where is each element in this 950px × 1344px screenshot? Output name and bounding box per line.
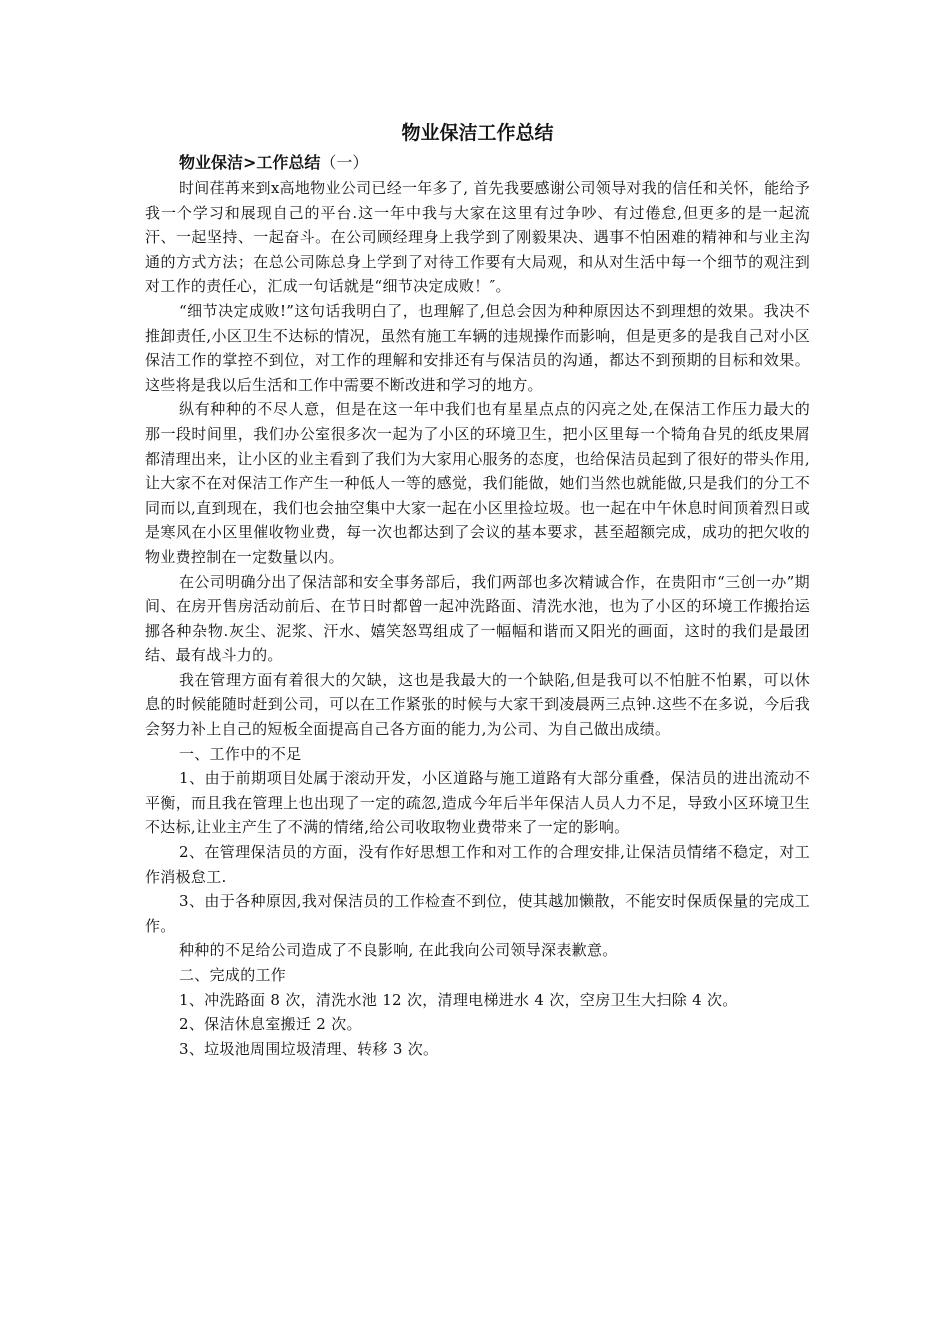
section-heading — [145, 150, 810, 176]
completed-item-3: 3、垃圾池周围垃圾清理、转移 3 次。 — [179, 1039, 439, 1058]
paragraph-highlights: 纵有种种的不尽人意，但是在这一年中我们也有星星点点的闪亮之处,在保洁工作压力最大的那一段时间里，我们办公室很多次一起为了小区的环境卫生，把小区里每一个犄角旮旯的纸皮果屑都清理出来，让小区的业主看到了我们为大家用心服务的态度，也给保洁员起到了很好的带头作用,让大家不在对保洁工作产生一种低人一等的感觉，我们能做，她们当然也就能做,只是我们的分工不同而以,直到现在，我们也会抽空集中大家一起在小区里捡垃圾。也一起在中午休息时间顶着烈日或是寒风在小区里催收物业费，每一次也都达到了会议的基本要求，甚至超额完成，成功的把欠收的物业费控制在一定数量以内。 — [145, 400, 810, 566]
heading-completed-work: 二、完成的工作 — [179, 966, 287, 984]
paragraph-details-matter: “细节决定成败!”这句话我明白了，也理解了,但总会因为种种原因达不到理想的效果。我决不推卸责任,小区卫生不达标的情况，虽然有施工车辆的违规操作而影响，但是更多的是我自己对小区保洁工作的掌控不到位，对工作的理解和安排还有与保洁员的沟通，都达不到预期的目标和效果。这些将是我以后生活和工作中需要不断改进和学习的地方。 — [145, 301, 810, 394]
section-heading-suffix: （一） — [320, 153, 369, 172]
paragraph-apology: 种种的不足给公司造成了不良影响, 在此我向公司领导深表歉意。 — [179, 941, 618, 960]
section-heading-text: 物业保洁>工作总结 — [179, 153, 321, 172]
shortcoming-item-3: 3、由于各种原因,我对保洁员的工作检查不到位，使其越加懒散，不能安时保质保量的完成工作。 — [145, 892, 810, 935]
shortcoming-item-1: 1、由于前期项目处属于滚动开发，小区道路与施工道路有大部分重叠，保洁员的进出流动不平衡，而且我在管理上也出现了一定的疏忽,造成今年后半年保洁人员人力不足，导致小区环境卫生不达标,让业主产生了不满的情绪,给公司收取物业费带来了一定的影响。 — [145, 769, 810, 837]
paragraph-cooperation: 在公司明确分出了保洁部和安全事务部后，我们两部也多次精诚合作，在贵阳市“三创一办”期间、在房开售房活动前后、在节日时都曾一起冲洗路面、清洗水池，也为了小区的环境工作搬抬运挪各种杂物.灰尘、泥浆、汗水、嬉笑怒骂组成了一幅幅和谐而又阳光的画面，这时的我们是最团结、最有战斗力的。 — [145, 572, 810, 665]
heading-shortcomings: 一、工作中的不足 — [179, 744, 302, 763]
completed-item-1: 1、冲洗路面 8 次，清洗水池 12 次，清理电梯进水 4 次，空房卫生大扫除 4 次。 — [179, 990, 738, 1009]
shortcoming-item-2: 2、在管理保洁员的方面，没有作好思想工作和对工作的合理安排,让保洁员情绪不稳定，对工作消极怠工. — [145, 843, 810, 886]
paragraph-management: 我在管理方面有着很大的欠缺，这也是我最大的一个缺陷,但是我可以不怕脏不怕累，可以休息的时候能随时赶到公司，可以在工作紧张的时候与大家干到凌晨两三点钟.这些不在多说，今后我会努力补上自己的短板全面提高自己各方面的能力,为公司、为自己做出成绩。 — [145, 670, 810, 739]
paragraph-intro: 时间荏苒来到x高地物业公司已经一年多了, 首先我要感谢公司领导对我的信任和关怀，能给予我一个学习和展现自己的平台.这一年中我与大家在这里有过争吵、有过倦怠,但更多的是一起流汗、一起坚持、一起奋斗。在公司顾经理身上我学到了刚毅果决、遇事不怕困难的精神和与业主沟通的方式方法；在总公司陈总身上学到了对待工作要有大局观，和从对生活中每一个细节的观注到对工作的责任心，汇成一句话就是“细节决定成败！″。 — [145, 179, 810, 296]
document-page — [145, 118, 810, 1061]
document-title: 物业保洁工作总结 — [401, 122, 554, 144]
completed-item-2: 2、保洁休息室搬迁 2 次。 — [179, 1015, 362, 1034]
